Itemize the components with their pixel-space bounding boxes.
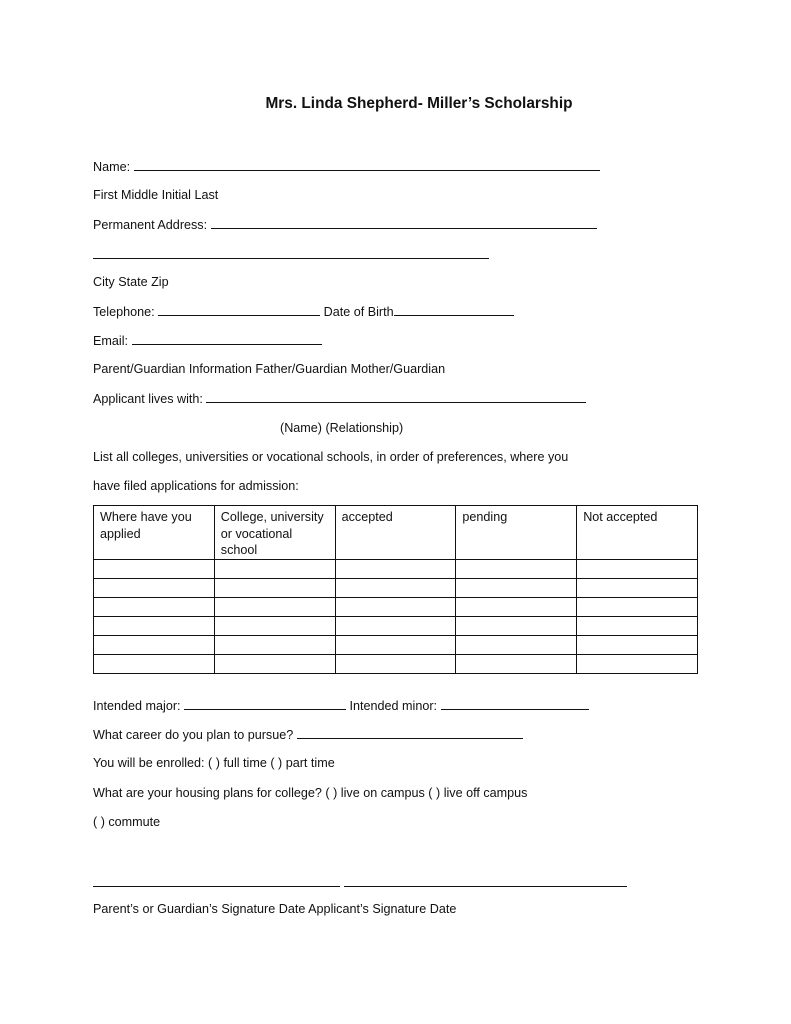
career-field[interactable] <box>297 726 523 739</box>
commute-option[interactable]: ( ) commute <box>93 815 161 829</box>
name-field[interactable] <box>134 158 600 171</box>
signature-caption: Parent’s or Guardian’s Signature Date Applicant’s Signature Date <box>93 902 457 916</box>
table-cell[interactable] <box>214 578 335 597</box>
table-cell[interactable] <box>214 597 335 616</box>
table-cell[interactable] <box>577 654 698 673</box>
parent-info-text: Parent/Guardian Information Father/Guardian Mother/Guardian <box>93 362 446 376</box>
colleges-instruction-line-1: List all colleges, universities or vocational schools, in order of preferences, where you <box>93 450 569 464</box>
minor-field[interactable] <box>441 697 589 710</box>
table-row <box>94 559 698 578</box>
table-cell[interactable] <box>94 616 215 635</box>
colleges-instruction-line-2: have filed applications for admission: <box>93 479 299 493</box>
applications-table <box>93 505 698 674</box>
table-cell[interactable] <box>577 578 698 597</box>
lives-with-field[interactable] <box>206 390 586 403</box>
email-row <box>93 332 322 349</box>
header-college-type: College, university or vocational school <box>214 506 335 560</box>
dob-field[interactable] <box>394 303 514 316</box>
header-accepted: accepted <box>335 506 456 560</box>
table-cell[interactable] <box>577 559 698 578</box>
table-cell[interactable] <box>94 635 215 654</box>
table-cell[interactable] <box>577 616 698 635</box>
major-minor-row <box>93 697 589 714</box>
email-label: Email: <box>93 334 128 348</box>
career-row <box>93 726 523 743</box>
major-field[interactable] <box>184 697 346 710</box>
table-cell[interactable] <box>456 597 577 616</box>
table-cell[interactable] <box>456 635 577 654</box>
table-cell[interactable] <box>335 559 456 578</box>
name-subcaption: First Middle Initial Last <box>93 188 219 202</box>
telephone-field[interactable] <box>158 303 320 316</box>
career-label: What career do you plan to pursue? <box>93 728 294 742</box>
header-pending: pending <box>456 506 577 560</box>
table-cell[interactable] <box>335 635 456 654</box>
table-cell[interactable] <box>94 654 215 673</box>
table-cell[interactable] <box>214 654 335 673</box>
address-row <box>93 216 597 233</box>
table-header-row <box>94 506 698 560</box>
major-label: Intended major: <box>93 699 181 713</box>
address-label: Permanent Address: <box>93 218 208 232</box>
form-title: Mrs. Linda Shepherd- Miller’s Scholarship <box>265 95 573 112</box>
table-cell[interactable] <box>214 559 335 578</box>
telephone-row <box>93 303 514 320</box>
table-cell[interactable] <box>94 559 215 578</box>
table-row <box>94 635 698 654</box>
table-cell[interactable] <box>94 578 215 597</box>
table-cell[interactable] <box>456 654 577 673</box>
table-cell[interactable] <box>456 559 577 578</box>
address-subcaption: City State Zip <box>93 275 169 289</box>
table-cell[interactable] <box>456 578 577 597</box>
table-row <box>94 616 698 635</box>
lives-with-subcaption: (Name) (Relationship) <box>280 421 404 435</box>
table-cell[interactable] <box>335 654 456 673</box>
table-cell[interactable] <box>214 635 335 654</box>
table-cell[interactable] <box>335 597 456 616</box>
telephone-label: Telephone: <box>93 305 155 319</box>
header-not-accepted: Not accepted <box>577 506 698 560</box>
table-row <box>94 597 698 616</box>
name-row <box>93 158 600 175</box>
housing-options[interactable]: What are your housing plans for college? ( ) live on campus ( ) live off campus <box>93 786 528 800</box>
applicant-signature-field[interactable] <box>344 886 627 887</box>
name-label: Name: <box>93 160 131 174</box>
header-where-applied: Where have you applied <box>94 506 215 560</box>
address-field[interactable] <box>211 216 597 229</box>
table-cell[interactable] <box>335 616 456 635</box>
dob-label: Date of Birth <box>323 305 394 319</box>
address-line-2-field[interactable] <box>93 258 489 259</box>
enrollment-options[interactable]: You will be enrolled: ( ) full time ( ) part time <box>93 756 335 770</box>
lives-with-row <box>93 390 586 407</box>
table-cell[interactable] <box>577 635 698 654</box>
table-cell[interactable] <box>94 597 215 616</box>
table-row <box>94 578 698 597</box>
table-row <box>94 654 698 673</box>
parent-signature-field[interactable] <box>93 886 340 887</box>
table-cell[interactable] <box>577 597 698 616</box>
table-cell[interactable] <box>456 616 577 635</box>
minor-label: Intended minor: <box>349 699 438 713</box>
lives-with-label: Applicant lives with: <box>93 392 203 406</box>
email-field[interactable] <box>132 332 322 345</box>
table-cell[interactable] <box>214 616 335 635</box>
table-cell[interactable] <box>335 578 456 597</box>
